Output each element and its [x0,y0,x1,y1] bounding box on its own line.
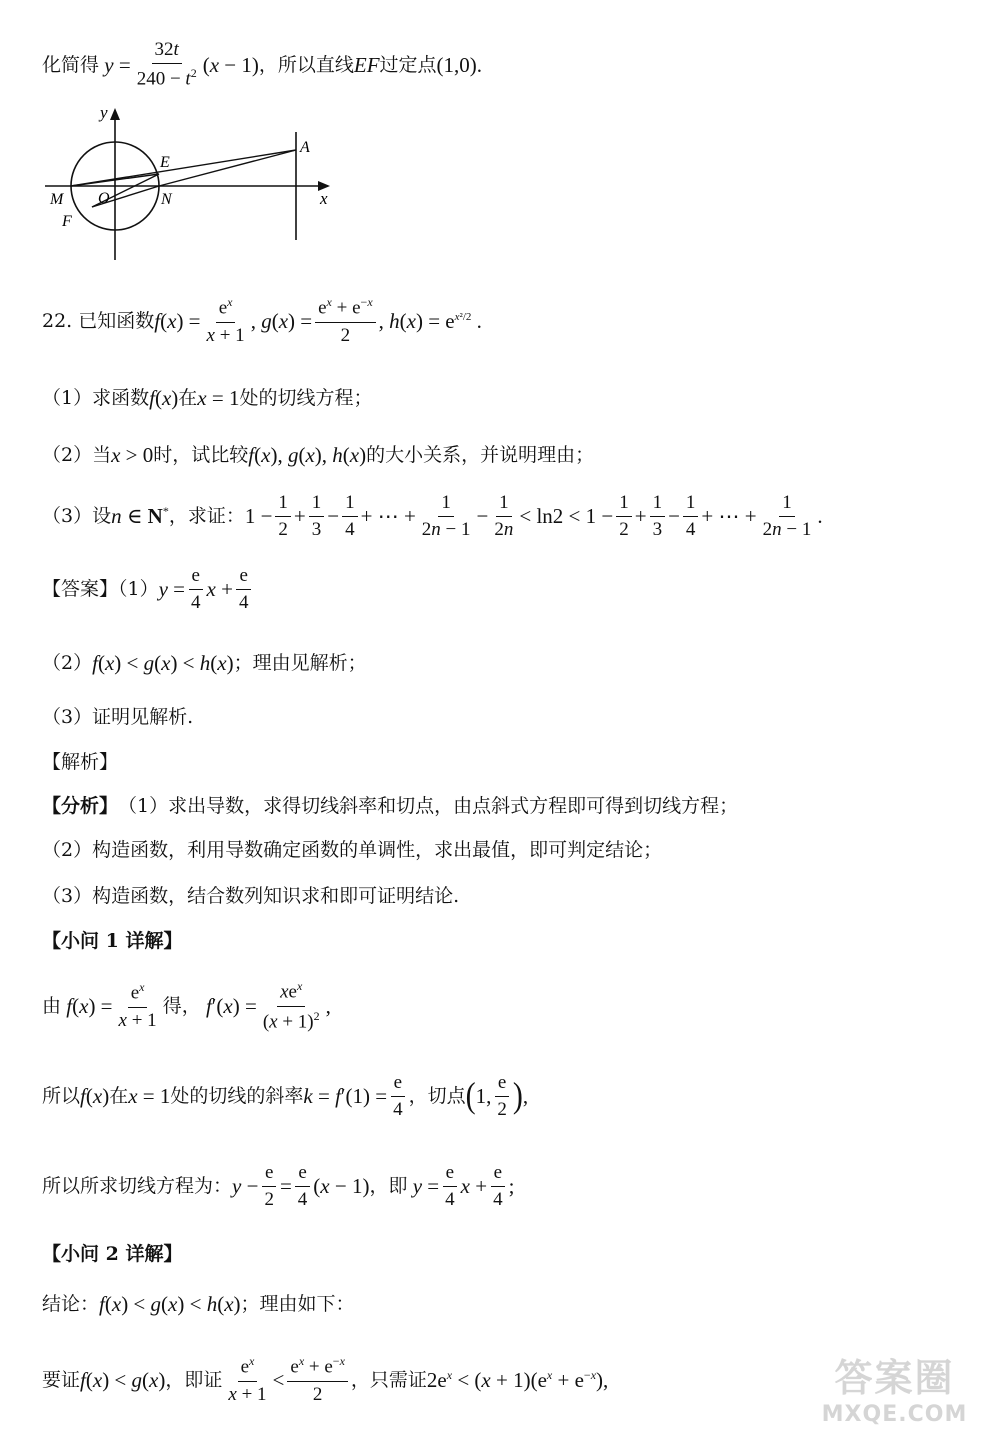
formula: y = [158,576,186,601]
formula: f(x) < g(x) < h(x) [92,650,234,675]
problem-22 [42,292,482,350]
formula: x = 1 [197,385,240,410]
question-2 [42,440,594,470]
text: ；理由如下： [240,1292,355,1315]
text: 结论： [42,1292,100,1315]
text: 22. 已知函数 [42,309,155,332]
formula: f(x) < g(x) < h(x) [99,1291,241,1316]
formula: EF [353,52,380,77]
label-M: M [50,191,64,208]
analysis-heading [42,750,118,774]
step-1: 由 f(x) = $\frac{e^x}{x + 1}$ 得， f′(x) = $\frac{xe^x}{(x + 1)^2}$ , [42,979,331,1032]
label-E: E [160,154,170,171]
text: 在 [178,386,198,409]
fraction: $\frac{1}{3}$ [650,493,666,540]
fraction: $\frac{e}{4}$ [295,1163,311,1210]
text: ；理由见解析； [233,651,367,674]
geometry-figure [40,100,340,265]
formula: f(x) [149,385,179,410]
text: ，切点 [408,1084,466,1107]
fraction: $\frac{xe^x}{(x + 1)^2}$ [262,979,320,1032]
answer-3 [42,705,193,729]
fraction: $\frac{32t}{240 - t^2}$ [136,39,197,90]
line-simplify: 化简得 y = $\frac{32t}{240 - t^2}$ (x − 1) ，所以直线 EF 过定点 (1,0) . [42,39,483,90]
text: （2）当 [42,443,112,466]
sub-heading-1 [42,929,182,953]
formula: < ln2 < 1 − [519,503,614,528]
text: 在 [109,1084,129,1107]
step-3: 所以所求切线方程为： y − $\frac{e}{2}$ = $\frac{e}{4}$ (x − 1) ，即 y = $\frac{e}{4}$ x + $\frac{e}{4}$ ; [42,1161,515,1210]
fraction: $\frac{e}{4}$ [390,1073,406,1120]
fraction: $\frac{1}{4}$ [683,493,699,540]
text: 时，试比较 [153,443,249,466]
question-3: （3）设 n ∈ N* ，求证： 1 − $\frac{1}{2}$ + $\frac{1}{3}$ − $\frac{1}{4}$ + ⋯ + $\frac{1}{2n - 1}$ − $\frac{1}{2n}$ < ln2 < 1 − $\frac{1}{2}$ + $\frac{1}{3}$ − $\frac{1}{4}$ + ⋯ + $\frac{1}{2n - 1}$ . [42,491,823,540]
fraction: $\frac{e^x + e^{-x}}{2}$ [287,1355,348,1404]
formula: y − [232,1173,259,1198]
text: 【分析】 [42,794,119,817]
formula: f(x) = [66,993,113,1018]
proof-step: 要证 f(x) < g(x) ，即证 $\frac{e^x}{x + 1}$ < $\frac{e^x + e^{-x}}{2}$ ，只需证 $2e^x < (x + 1)(e^x + e^{-x})$, [42,1354,609,1405]
formula: n ∈ N* [111,504,169,528]
fraction: $\frac{e^x + e^{-x}}{2}$ [315,296,376,345]
text: 【小问 2 详解】 [42,1242,183,1265]
text: （2） [42,651,93,674]
text: （1）求函数 [42,386,150,409]
fraction: $\frac{e^x}{x + 1}$ [228,1354,267,1405]
formula: (x − 1) [313,1173,370,1198]
fraction: $\frac{e}{4}$ [490,1163,506,1210]
text: （2）构造函数，利用导数确定函数的单调性，求出最值，即可判定结论； [42,838,663,861]
formula: k = f′(1) = [303,1083,388,1108]
formula: 1 − [244,503,273,528]
formula: f(x) < g(x) [80,1367,166,1392]
formula: f(x) = [154,308,201,333]
formula: $2e^x < (x + 1)(e^x + e^{-x})$, [426,1368,609,1392]
formula: x + [206,576,233,601]
text: （3）证明见解析. [42,705,194,728]
sub-heading-2 [42,1242,182,1266]
fraction: $\frac{e^x}{x + 1}$ [206,295,245,346]
formula: f(x) [80,1083,110,1108]
formula: x + [460,1173,488,1198]
formula: x = 1 [128,1083,171,1108]
answer-2 [42,648,367,678]
text: 的大小关系，并说明理由； [366,443,595,466]
watermark-text: 答案圈 [834,1356,955,1400]
label-F: F [62,213,72,230]
fraction: $\frac{e}{2}$ [494,1073,510,1120]
label-x: x [320,189,328,208]
answer-1 [42,563,254,615]
text: （3）设 [42,504,112,527]
text: 得， [162,994,201,1017]
text: （3）构造函数，结合数列知识求和即可证明结论. [42,884,460,907]
text: ，所以直线 [258,53,354,76]
text: 过定点 [379,53,437,76]
formula: y = [104,52,131,77]
label-y: y [100,103,108,122]
label-O: O [98,190,110,207]
text: 所以所求切线方程为： [42,1174,233,1197]
text: 【答案】（1） [42,577,159,600]
text: （1）求出导数，求得切线斜率和切点，由点斜式方程即可得到切线方程； [118,794,739,817]
fraction: $\frac{e^x}{x + 1}$ [118,980,157,1031]
text: 要证 [42,1368,81,1391]
formula: (x − 1) [202,52,259,77]
step-2: 所以 f(x) 在 x = 1 处的切线的斜率 k = f′(1) = $\frac{e}{4}$ ，切点 ( 1, $\frac{e}{2}$ ) , [42,1071,529,1120]
label-A: A [300,139,310,156]
formula: f(x), g(x), h(x) [248,442,367,467]
fraction: $\frac{1}{2n - 1}$ [762,491,812,540]
formula: (1,0) [436,52,477,77]
label-N: N [161,191,172,208]
text: 由 [42,994,62,1017]
conclusion [42,1289,355,1319]
text: 【解析】 [42,750,119,773]
watermark-url: MXQE.COM [821,1402,968,1427]
analysis-1 [42,794,738,818]
question-1 [42,383,372,413]
fraction: $\frac{1}{2n - 1}$ [421,491,471,540]
formula: y = [412,1173,440,1198]
text: 【小问 1 详解】 [42,929,183,952]
text: ，即证 [165,1368,223,1391]
fraction: $\frac{e}{2}$ [261,1163,277,1210]
fraction: $\frac{e}{4}$ [188,566,204,613]
text: ，即 [369,1174,408,1197]
fraction: $\frac{1}{4}$ [342,493,358,540]
text: ，求证： [168,504,245,527]
fraction: $\frac{e}{4}$ [442,1163,458,1210]
analysis-3 [42,884,459,908]
watermark-logo [807,1347,982,1427]
fraction: $\frac{e}{4}$ [236,566,252,613]
text: 处的切线方程； [239,386,373,409]
formula: , g(x) = [250,308,313,333]
text: 所以 [42,1084,81,1107]
fraction: $\frac{1}{2}$ [275,493,291,540]
text: 处的切线的斜率 [170,1084,304,1107]
formula: , $h(x) = e^{x^2/2}$ . [378,308,482,333]
fraction: $\frac{1}{2}$ [616,493,632,540]
analysis-2 [42,838,662,862]
text: 化简得 [42,53,100,76]
formula: f′(x) = [205,993,257,1018]
fraction: $\frac{1}{2n}$ [494,491,514,540]
formula: x > 0 [111,442,154,467]
fraction: $\frac{1}{3}$ [309,493,325,540]
text: ，只需证 [350,1368,427,1391]
